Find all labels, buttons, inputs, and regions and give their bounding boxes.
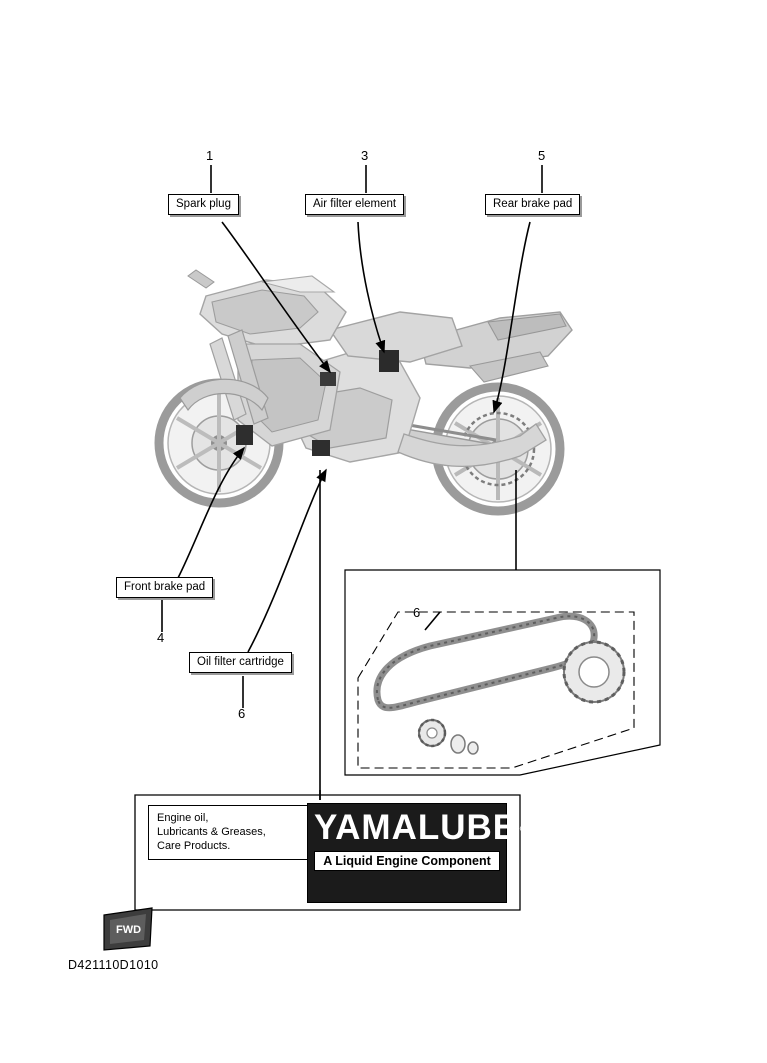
callout-number-4: 4 (157, 630, 165, 645)
callout-oil-filter-cartridge[interactable]: Oil filter cartridge (189, 652, 292, 673)
callout-air-filter-element[interactable]: Air filter element (305, 194, 404, 215)
callout-front-brake-pad[interactable]: Front brake pad (116, 577, 213, 598)
callout-number-5: 5 (538, 148, 546, 163)
fwd-marker-label: FWD (116, 924, 142, 936)
engine-oil-line-3: Care Products. (157, 840, 231, 852)
yamalube-wordmark (314, 808, 529, 847)
yamalube-wordmark-text: YAMALUBE (314, 808, 518, 847)
registered-trademark-icon: ® (519, 824, 529, 835)
yamalube-logo (307, 803, 529, 903)
callout-rear-brake-pad[interactable]: Rear brake pad (485, 194, 580, 215)
yamalube-tagline: A Liquid Engine Component (314, 851, 500, 871)
drive-chain-inset (345, 570, 660, 775)
engine-oil-line-1: Engine oil, (157, 812, 209, 824)
engine-oil-text-box (148, 805, 311, 860)
motorcycle-illustration (159, 270, 572, 511)
callout-number-1: 1 (206, 148, 214, 163)
callout-number-2: 6 (238, 706, 246, 721)
callout-number-6: 6 (413, 605, 421, 620)
callout-spark-plug[interactable]: Spark plug (168, 194, 239, 215)
callout-number-3: 3 (361, 148, 369, 163)
diagram-part-number: D421110D1010 (68, 958, 159, 972)
engine-oil-line-2: Lubricants & Greases, (157, 826, 266, 838)
